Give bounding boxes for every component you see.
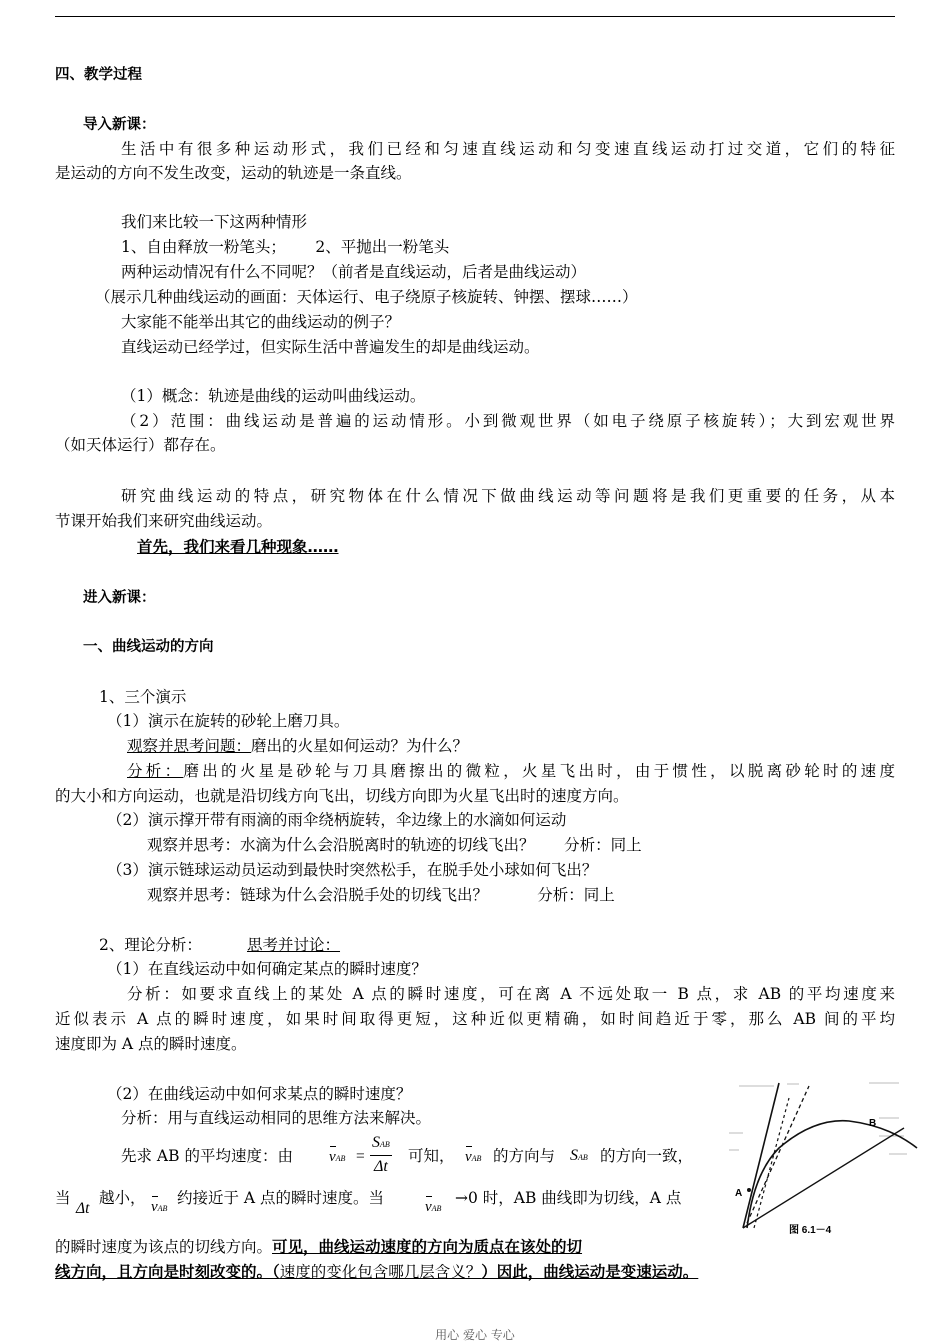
answer-1-line2: 近似表示 A 点的瞬时速度，如果时间取得更短，这种近似更精确，如时间趋近于零，那么 AB 间的平均 bbox=[55, 1010, 895, 1028]
observe-1-text: 磨出的火星如何运动？为什么？ bbox=[251, 737, 469, 755]
tangent-plain: 的瞬时速度为该点的切线方向。 bbox=[55, 1238, 273, 1256]
label-b: B bbox=[869, 1118, 877, 1129]
page-footer: 用心 爱心 专心 bbox=[435, 1328, 515, 1342]
concept-text: （1）概念：轨迹是曲线的运动叫曲线运动。 bbox=[121, 387, 426, 405]
s-ab-symbol: SAB bbox=[570, 1147, 588, 1164]
common-text: 直线运动已经学过，但实际生活中普遍发生的却是曲线运动。 bbox=[121, 338, 540, 356]
compare-text: 我们来比较一下这两种情形 bbox=[121, 213, 308, 231]
analysis-1-text: 磨出的火星是砂轮与刀具磨擦出的微粒，火星飞出时，由于惯性，以脱离砂轮时的速度 bbox=[183, 762, 895, 780]
final-line bbox=[55, 1261, 698, 1283]
question-1: （1）在直线运动中如何确定某点的瞬时速度？ bbox=[107, 960, 427, 978]
delta-t: Δt bbox=[76, 1200, 90, 1217]
analysis-1-label: 分析： bbox=[127, 762, 184, 780]
tangent-figure bbox=[729, 1078, 919, 1243]
v-avg-symbol-1: vAB bbox=[329, 1149, 346, 1165]
avg-lead: 先求 AB 的平均速度：由 bbox=[121, 1147, 293, 1165]
task-line1: 研究曲线运动的特点，研究物体在什么情况下做曲线运动等问题将是我们更重要的任务，从本 bbox=[121, 487, 895, 505]
demo-1: （1）演示在旋转的砂轮上磨刀具。 bbox=[107, 712, 350, 730]
answer-1-line1: 分析：如要求直线上的某处 A 点的瞬时速度，可在离 A 不远处取一 B 点，求 AB 的平均速度来 bbox=[127, 985, 895, 1003]
question-text: 两种运动情况有什么不同呢？（前者是直线运动，后者是曲线运动） bbox=[121, 263, 587, 281]
theory-label: 思考并讨论： bbox=[247, 936, 341, 954]
section-heading: 四、教学过程 bbox=[55, 67, 142, 83]
final-bold-1: 线方向，且方向是时刻改变的。（ bbox=[55, 1262, 280, 1281]
tangent-bold: 可见，曲线运动速度的方向为质点在该处的切 bbox=[272, 1237, 583, 1256]
final-plain: 速度的变化包含哪几层含义？ bbox=[279, 1263, 482, 1281]
section-one-title: 一、曲线运动的方向 bbox=[83, 639, 214, 655]
new-lesson-label: 进入新课： bbox=[83, 590, 156, 606]
analysis-1 bbox=[55, 760, 895, 782]
tangent-line-at-a bbox=[743, 1083, 779, 1228]
range-line1: （2）范围：曲线运动是普遍的运动情形。小到微观世界（如电子绕原子核旋转）；大到宏观世界 bbox=[121, 412, 895, 430]
observe-3: 观察并思考：链球为什么会沿脱手处的切线飞出？ 分析：同上 bbox=[147, 886, 615, 904]
demo-2: （2）演示撑开带有雨滴的雨伞绕柄旋转，伞边缘上的水滴如何运动 bbox=[107, 811, 567, 829]
first-phenomena: 首先，我们来看几种现象…… bbox=[137, 538, 339, 556]
task-line2: 节课开始我们来研究曲线运动。 bbox=[55, 512, 273, 530]
velocity-fraction bbox=[370, 1133, 392, 1178]
observe-1 bbox=[127, 735, 468, 757]
observe-1-label: 观察并思考问题： bbox=[127, 737, 252, 755]
answer-2: 分析：用与直线运动相同的思维方法来解决。 bbox=[121, 1109, 432, 1127]
secant-dashed-line bbox=[747, 1086, 809, 1223]
observe-2: 观察并思考：水滴为什么会沿脱离时的轨迹的切线飞出？ 分析：同上 bbox=[147, 836, 642, 854]
demos-title: 1、三个演示 bbox=[99, 688, 187, 706]
avg-mid: 可知， bbox=[408, 1147, 455, 1165]
intro-paragraph-line1: 生活中有很多种运动形式，我们已经和匀速直线运动和匀变速直线运动打过交道，它们的特征 bbox=[121, 140, 895, 158]
intro-label: 导入新课： bbox=[83, 117, 156, 133]
header-rule bbox=[55, 16, 895, 17]
equals-sign: = bbox=[356, 1148, 365, 1165]
answer-1-line3: 速度即为 A 点的瞬时速度。 bbox=[55, 1035, 247, 1053]
tangent-line bbox=[55, 1236, 582, 1258]
v-avg-symbol-3: vAB bbox=[151, 1199, 168, 1215]
final-bold-2: ）因此，曲线运动是变速运动。 bbox=[481, 1262, 699, 1281]
intro-paragraph-line2: 是运动的方向不发生改变，运动的轨迹是一条直线。 bbox=[55, 164, 412, 182]
demo-3: （3）演示链球运动员运动到最快时突然松手，在脱手处小球如何飞出？ bbox=[107, 861, 598, 879]
analysis-1-line2: 的大小和方向运动，也就是沿切线方向飞出，切线方向即为火星飞出时的速度方向。 bbox=[55, 787, 629, 805]
smaller-text: 越小， bbox=[99, 1189, 146, 1207]
v-avg-symbol-4: vAB bbox=[425, 1199, 442, 1215]
fraction-numerator: SAB bbox=[370, 1133, 392, 1156]
label-a: A bbox=[735, 1188, 743, 1199]
range-line2: （如天体运行）都存在。 bbox=[55, 436, 226, 454]
figure-caption: 图 6.1－4 bbox=[789, 1225, 832, 1236]
v-avg-symbol-2: vAB bbox=[465, 1149, 482, 1165]
approx-text: 约接近于 A 点的瞬时速度。当 bbox=[177, 1189, 385, 1207]
when-text: 当 bbox=[55, 1189, 71, 1207]
curve-trajectory bbox=[747, 1121, 917, 1228]
fraction-denominator: Δt bbox=[373, 1158, 388, 1175]
arrow-zero-text: →0 时，AB 曲线即为切线，A 点 bbox=[455, 1189, 682, 1207]
cases-text: 1、自由释放一粉笔头； 2、平抛出一粉笔头 bbox=[121, 238, 450, 256]
question-2: （2）在曲线运动中如何求某点的瞬时速度？ bbox=[107, 1085, 412, 1103]
show-text: （展示几种曲线运动的画面：天体运行、电子绕原子核旋转、钟摆、摆球……） bbox=[95, 288, 638, 306]
point-a-marker bbox=[747, 1188, 751, 1192]
examples-text: 大家能不能举出其它的曲线运动的例子？ bbox=[121, 313, 401, 331]
theory-title: 2、理论分析： bbox=[99, 936, 202, 954]
avg-dir: 的方向与 bbox=[493, 1147, 556, 1165]
avg-tail: 的方向一致， bbox=[600, 1147, 694, 1165]
